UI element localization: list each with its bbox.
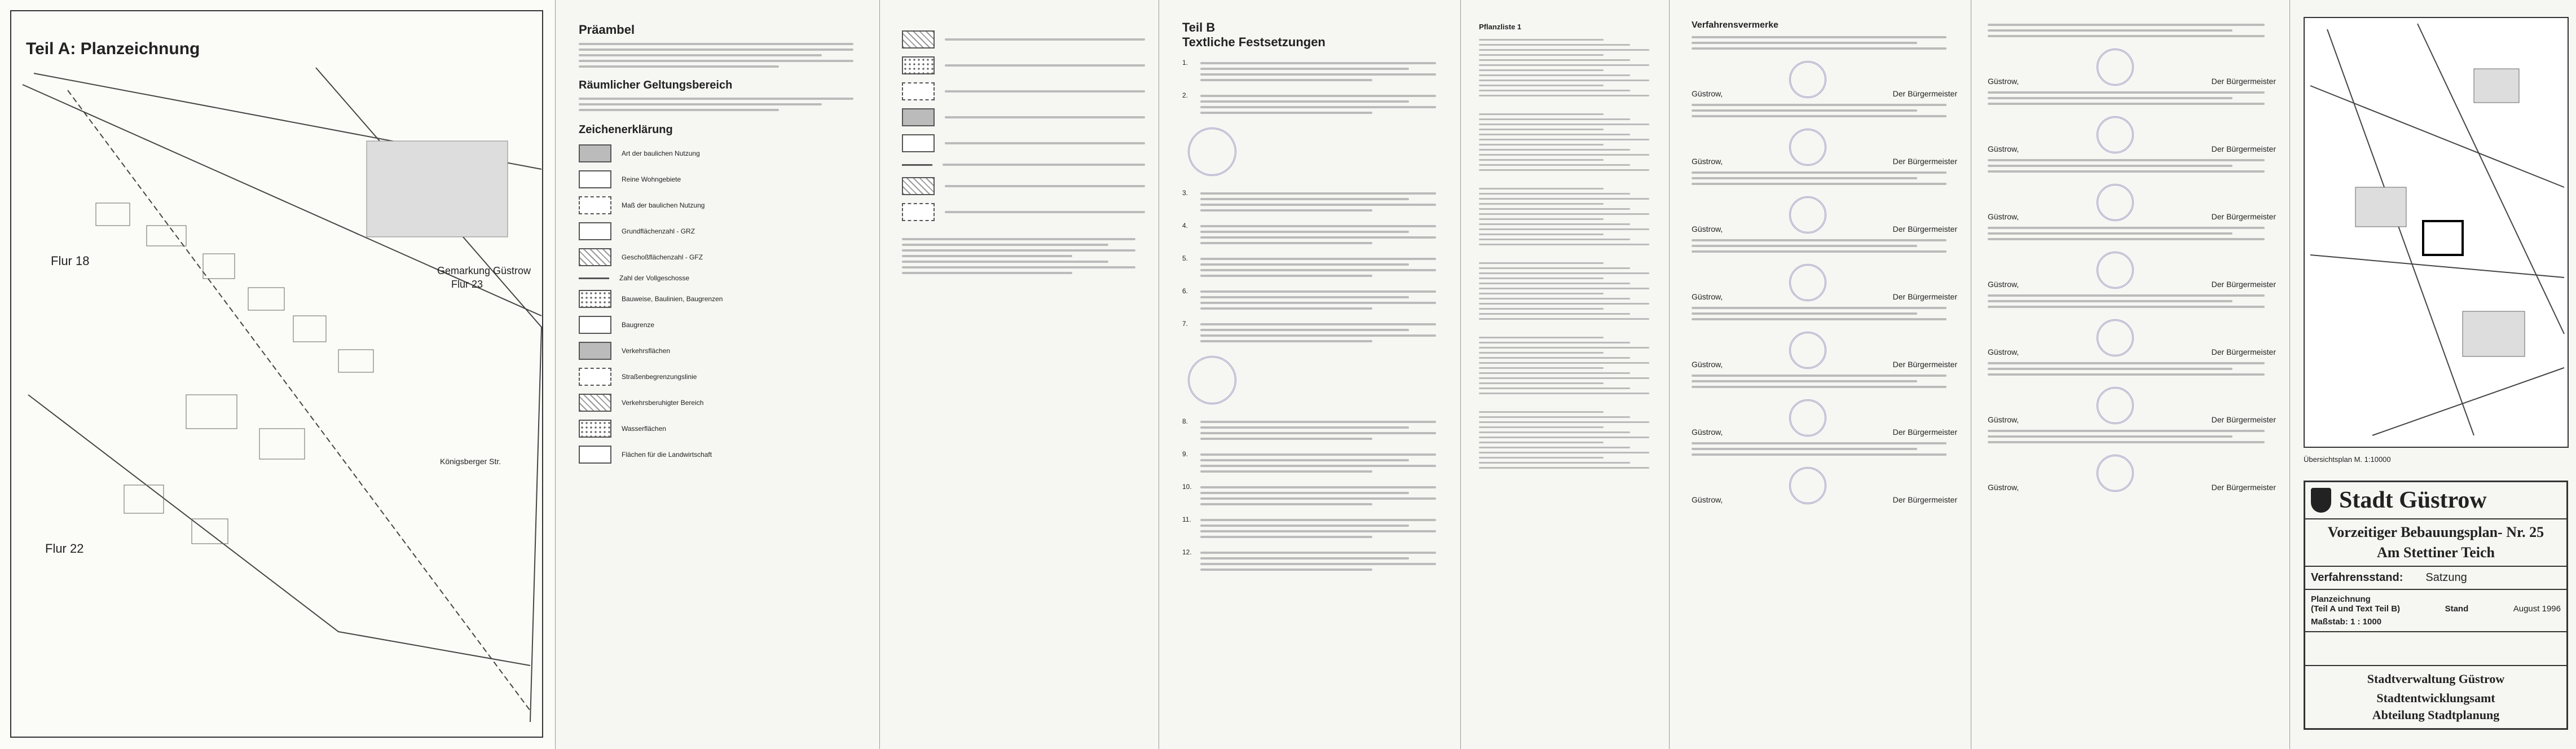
procedure-step [1692, 239, 1957, 301]
title-block-panel [2296, 0, 2576, 749]
legend-symbol [579, 394, 611, 412]
legend-symbol [579, 368, 611, 386]
legend-panel [564, 0, 880, 749]
provision-item [1182, 287, 1446, 313]
overview-label: Übersichtsplan M. 1:10000 [2304, 455, 2391, 464]
plant-columns [1479, 39, 1657, 469]
plan-name: Vorzeitiger Bebauungsplan- Nr. 25 [2327, 524, 2544, 540]
signature-role: Der Bürgermeister [1892, 292, 1957, 301]
map-label-gemarkung: Gemarkung Güstrow [437, 265, 531, 276]
legend-label: Straßenbegrenzungslinie [622, 373, 697, 381]
signature-role: Der Bürgermeister [1892, 89, 1957, 98]
legend-symbol [579, 277, 609, 279]
legend-symbol [579, 196, 611, 214]
legend-item [579, 316, 865, 334]
signature-place: Güstrow, [1692, 495, 1723, 504]
legend-label: Art der baulichen Nutzung [622, 149, 700, 157]
legend-list [579, 144, 865, 464]
procedure-notes-continued-panel [1974, 0, 2290, 749]
provision-number: 5. [1182, 254, 1188, 262]
signature-role: Der Bürgermeister [2211, 415, 2276, 424]
procedure-steps-right [1988, 24, 2276, 492]
planzeichnung-label: Planzeichnung [2311, 594, 2371, 604]
provision-number: 7. [1182, 320, 1188, 328]
legend-label: Wasserflächen [622, 425, 666, 433]
legend-label: Maß der baulichen Nutzung [622, 201, 705, 209]
signature-place: Güstrow, [1988, 77, 2019, 86]
provisions-list [1182, 59, 1446, 574]
legend-item [579, 222, 865, 240]
legend-item [579, 290, 865, 308]
legend-label: Geschoßflächenzahl - GFZ [622, 253, 703, 261]
legend-item [579, 196, 865, 214]
legend-symbol [579, 316, 611, 334]
official-stamp [1789, 399, 1826, 437]
provision-item [1182, 417, 1446, 443]
legend-item [579, 394, 865, 412]
praeambel-heading: Präambel [579, 23, 635, 37]
signature-place: Güstrow, [1692, 292, 1723, 301]
status-value: Satzung [2425, 571, 2467, 584]
signature-place: Güstrow, [1692, 360, 1723, 369]
official-stamp [2097, 116, 2134, 153]
procedure-step [1692, 374, 1957, 437]
procedure-notes-panel [1678, 0, 1971, 749]
signature-role: Der Bürgermeister [2211, 144, 2276, 153]
legend-label: Baugrenze [622, 321, 655, 329]
legend-symbol [579, 170, 611, 188]
legend-symbol [579, 290, 611, 308]
signature-role: Der Bürgermeister [1892, 360, 1957, 369]
signature-place: Güstrow, [1692, 157, 1723, 166]
provision-item [1182, 516, 1446, 541]
procedure-step [1692, 442, 1957, 504]
provision-number: 4. [1182, 222, 1188, 230]
provision-item [1182, 222, 1446, 248]
legend-item [579, 274, 865, 282]
legend-continued-panel [888, 0, 1159, 749]
provision-item [1182, 59, 1446, 85]
procedure-step [1988, 91, 2276, 153]
legend-label: Bauweise, Baulinien, Baugrenzen [622, 295, 723, 303]
overview-map [2304, 17, 2569, 448]
legend-item [579, 368, 865, 386]
signature-role: Der Bürgermeister [1892, 157, 1957, 166]
plan-title: Teil A: Planzeichnung [26, 39, 200, 58]
legend-symbol [902, 108, 935, 126]
geltungsbereich-heading: Räumlicher Geltungsbereich [579, 79, 733, 91]
legend-symbol [579, 342, 611, 360]
provision-number: 9. [1182, 450, 1188, 458]
legend-symbol [902, 82, 935, 100]
provision-number: 6. [1182, 287, 1188, 295]
legend-label: Flächen für die Landwirtschaft [622, 451, 712, 459]
official-stamp [2097, 49, 2134, 86]
map-label-flur-22: Flur 22 [45, 541, 84, 556]
legend-symbol [579, 446, 611, 464]
signature-role: Der Bürgermeister [1892, 224, 1957, 233]
legend-item [579, 420, 865, 438]
procedure-steps-left [1692, 36, 1957, 504]
plan-date: August 1996 [2513, 604, 2561, 614]
map-label-street: Königsberger Str. [440, 457, 501, 466]
city-crest-icon [2311, 488, 2331, 513]
legend-symbol [579, 222, 611, 240]
legend-symbol [579, 144, 611, 162]
procedure-step [1692, 36, 1957, 98]
legend-item [579, 446, 865, 464]
procedure-step [1988, 227, 2276, 289]
signature-place: Güstrow, [1988, 483, 2019, 492]
provision-item [1182, 548, 1446, 574]
signature-place: Güstrow, [1988, 144, 2019, 153]
official-stamp [1789, 196, 1826, 233]
signature-role: Der Bürgermeister [1892, 428, 1957, 437]
provision-number: 10. [1182, 483, 1192, 491]
pflanzliste-heading: Pflanzliste 1 [1479, 23, 1522, 31]
site-map [0, 0, 556, 749]
official-stamp [2097, 319, 2134, 356]
procedure-step [1988, 362, 2276, 424]
procedure-step [1692, 171, 1957, 233]
official-stamp [1789, 264, 1826, 301]
signature-place: Güstrow, [1692, 428, 1723, 437]
provision-item [1182, 254, 1446, 280]
title-block [2304, 481, 2568, 730]
plan-drawing-panel [0, 0, 556, 749]
legend-symbol [902, 203, 935, 221]
legend-label: Reine Wohngebiete [622, 175, 681, 183]
stand-label: Stand [2445, 604, 2469, 614]
official-stamp [1789, 332, 1826, 369]
procedure-step [1988, 430, 2276, 492]
official-stamp [2097, 387, 2134, 424]
provision-number: 11. [1182, 516, 1191, 523]
administration: Stadtverwaltung Güstrow [2367, 672, 2505, 686]
official-stamp [2097, 252, 2134, 289]
division: Abteilung Stadtplanung [2372, 708, 2500, 722]
signature-place: Güstrow, [1692, 89, 1723, 98]
legend-item [579, 248, 865, 266]
procedure-step [1692, 307, 1957, 369]
legend-item [579, 170, 865, 188]
text-provisions-panel [1168, 0, 1461, 749]
signature-role: Der Bürgermeister [1892, 495, 1957, 504]
official-stamp [1789, 129, 1826, 166]
provision-number: 8. [1182, 417, 1188, 425]
signature-place: Güstrow, [1988, 347, 2019, 356]
plan-area: Am Stettiner Teich [2377, 544, 2495, 561]
signature-role: Der Bürgermeister [2211, 483, 2276, 492]
procedure-step [1988, 24, 2276, 86]
plant-list-panel [1467, 0, 1670, 749]
signature-role: Der Bürgermeister [2211, 347, 2276, 356]
teil-b-subtitle: Textliche Festsetzungen [1182, 35, 1326, 49]
teil-b-heading: Teil B [1182, 20, 1216, 34]
legend-symbol [902, 164, 932, 166]
legend-item [579, 342, 865, 360]
parts-label: (Teil A und Text Teil B) [2311, 604, 2401, 614]
signature-place: Güstrow, [1692, 224, 1723, 233]
legend-symbol [902, 30, 935, 49]
scale-label: Maßstab: 1 : 1000 [2311, 617, 2382, 627]
zeichenerklaerung-heading: Zeichenerklärung [579, 124, 673, 136]
legend-symbol [579, 420, 611, 438]
legend-label: Grundflächenzahl - GRZ [622, 227, 695, 235]
procedure-step [1988, 294, 2276, 356]
legend-item [579, 144, 865, 162]
signature-place: Güstrow, [1988, 212, 2019, 221]
provision-item [1182, 91, 1446, 117]
official-stamp [1188, 356, 1236, 404]
signature-role: Der Bürgermeister [2211, 280, 2276, 289]
signature-role: Der Bürgermeister [2211, 212, 2276, 221]
department: Stadtentwicklungsamt [2376, 691, 2495, 705]
provision-item [1182, 320, 1446, 346]
legend-symbol [579, 248, 611, 266]
site-highlight [2423, 221, 2463, 255]
legend-symbol [902, 56, 935, 74]
legend-label: Verkehrsflächen [622, 347, 671, 355]
procedure-step [1988, 159, 2276, 221]
provision-item [1182, 450, 1446, 476]
signature-role: Der Bürgermeister [2211, 77, 2276, 86]
official-stamp [1789, 61, 1826, 98]
official-stamp [1188, 127, 1236, 176]
signature-place: Güstrow, [1988, 415, 2019, 424]
provision-number: 3. [1182, 189, 1188, 197]
provision-number: 2. [1182, 91, 1188, 99]
map-label-flur-18: Flur 18 [51, 254, 90, 268]
provision-item [1182, 189, 1446, 215]
provision-number: 12. [1182, 548, 1192, 556]
legend-label: Zahl der Vollgeschosse [619, 274, 690, 282]
official-stamp [2097, 184, 2134, 221]
procedure-step [1692, 104, 1957, 166]
provision-number: 1. [1182, 59, 1188, 67]
provision-item [1182, 483, 1446, 509]
legend-symbol [902, 134, 935, 152]
official-stamp [2097, 455, 2134, 492]
signature-place: Güstrow, [1988, 280, 2019, 289]
map-label-flur-23: Flur 23 [451, 279, 483, 290]
status-label: Verfahrensstand: [2311, 571, 2403, 584]
official-stamp [1789, 467, 1826, 504]
legend-symbol [902, 177, 935, 195]
legend-label: Verkehrsberuhigter Bereich [622, 399, 704, 407]
city-name: Stadt Güstrow [2339, 487, 2487, 513]
verfahren-heading: Verfahrensvermerke [1692, 20, 1778, 30]
